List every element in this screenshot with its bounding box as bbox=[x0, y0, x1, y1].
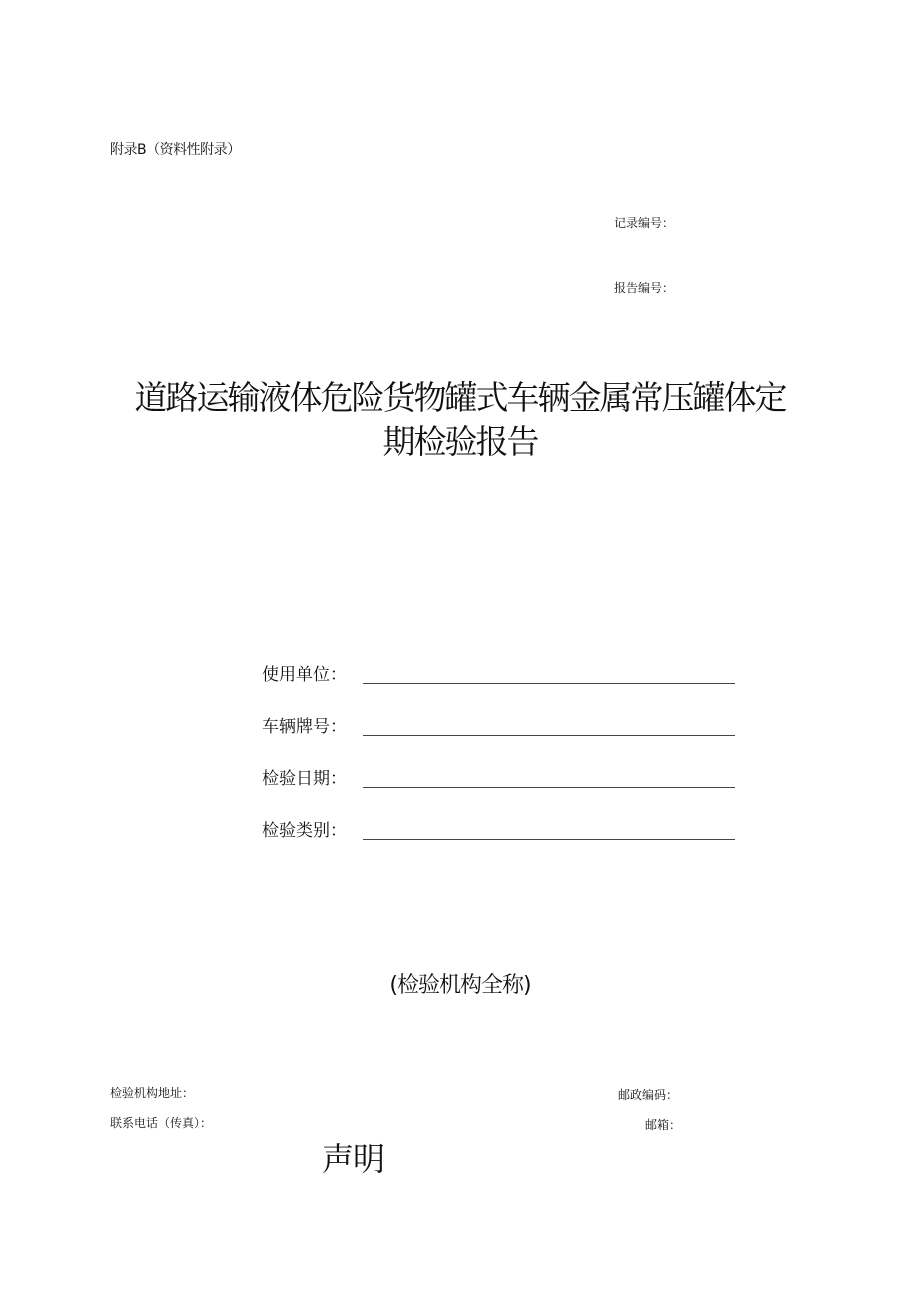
field-line-inspection-date[interactable] bbox=[363, 787, 735, 788]
record-number-label: 记录编号： bbox=[614, 216, 675, 230]
statement-heading: 声明 bbox=[322, 1140, 385, 1178]
report-number-label: 报告编号： bbox=[614, 281, 675, 295]
field-line-vehicle-plate[interactable] bbox=[363, 735, 735, 736]
document-title bbox=[0, 376, 920, 464]
field-vehicle-plate bbox=[262, 712, 735, 738]
email-label: 邮箱： bbox=[645, 1118, 682, 1132]
address-label: 检验机构地址： bbox=[110, 1086, 195, 1100]
field-label-vehicle-plate: 车辆牌号： bbox=[262, 717, 347, 737]
field-label-inspection-date: 检验日期： bbox=[262, 769, 347, 789]
field-label-inspection-category: 检验类别： bbox=[262, 821, 347, 841]
postcode-label: 邮政编码： bbox=[618, 1088, 679, 1102]
field-inspection-date bbox=[262, 764, 735, 790]
document-title-line-2: 期检验报告 bbox=[382, 422, 538, 461]
field-line-inspection-category[interactable] bbox=[363, 839, 735, 840]
field-line-user-unit[interactable] bbox=[363, 683, 735, 684]
phone-fax-label: 联系电话（传真）： bbox=[110, 1116, 213, 1130]
field-label-user-unit: 使用单位： bbox=[262, 665, 347, 685]
document-title-line-1: 道路运输液体危险货物罐式车辆金属常压罐体定 bbox=[134, 378, 786, 417]
organization-name-placeholder: (检验机构全称) bbox=[389, 973, 531, 998]
field-inspection-category bbox=[262, 816, 735, 842]
field-user-unit bbox=[262, 660, 735, 686]
appendix-label: 附录B（资料性附录） bbox=[110, 142, 241, 158]
